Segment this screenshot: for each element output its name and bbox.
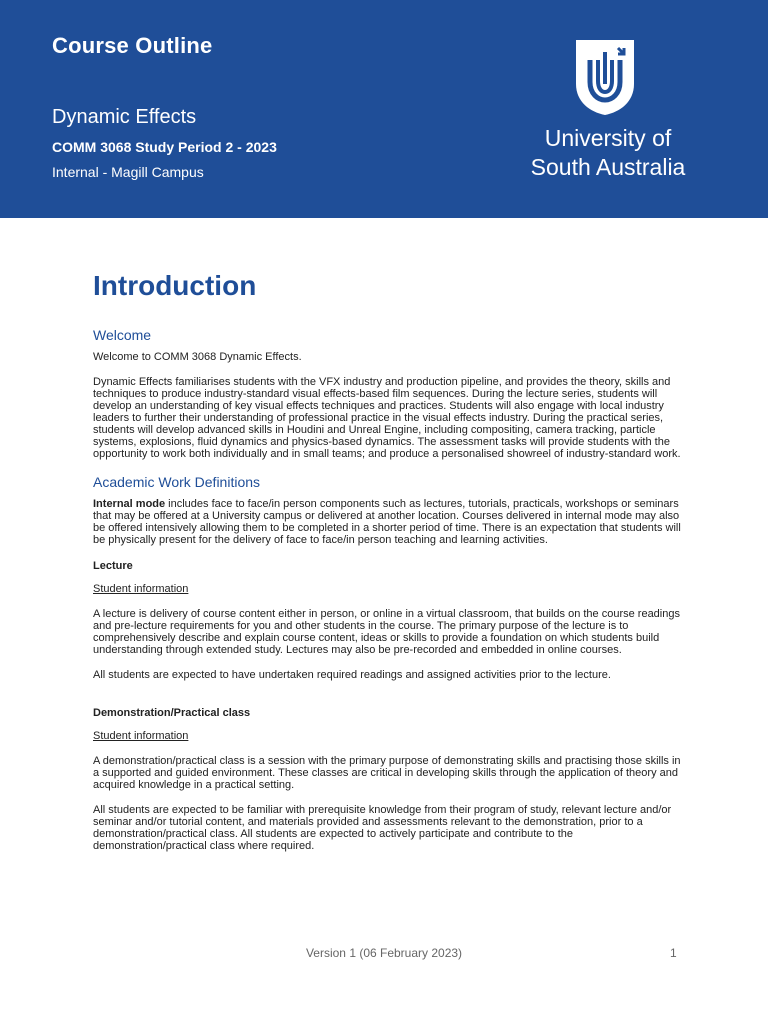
campus: Internal - Magill Campus [52,164,204,180]
practical-student-info-heading: Student information [93,730,189,742]
header-banner [0,0,768,218]
lecture-paragraph-1: A lecture is delivery of course content either in person, or online in a virtual classroom, that builds on the course readings and pre-lecture requirements for you and other students in the course. The primary purpose of the lecture is to comprehensively describe and explain course content, ideas or skills to provide a foundation on which students build understanding through extended study. Lectures may also be pre-recorded and embedded in online courses. [93,608,680,656]
definitions-heading: Academic Work Definitions [93,474,261,490]
course-description: Dynamic Effects familiarises students with the VFX industry and production pipeline, and provides the theory, skills and techniques to produce industry-standard visual effects-based film sequences. During the lecture series, students will develop an understanding of key visual effects techniques and practices. Students will also engage with local industry leaders to further their understanding of professional practice in the visual effects industry. During the practical series, students will develop advanced skills in Houdini and Unreal Engine, including compositing, camera tracking, particle systems, explosions, fluid dynamics and physics-based dynamics. The assessment tasks will provide students with the opportunity to work both individually and in small teams; and produce a personalised showreel of industry-standard work. [93,376,681,460]
lecture-student-info-heading: Student information [93,583,189,595]
footer-version: Version 1 (06 February 2023) [305,946,463,960]
internal-mode-text: includes face to face/in person components such as lectures, tutorials, practicals, workshops or seminars that may be offered at a University campus or delivered at another location. Courses delivered in internal mode may also be offered intensively allowing them to be completed in a shorter period of time. There is an expectation that students will be physically present for the delivery of face to face/in person teaching and learning activities. [93,498,681,546]
university-name-line2: South Australia [530,154,686,180]
university-name-line1: University of [544,125,672,151]
university-name [518,124,698,182]
practical-paragraph-1: A demonstration/practical class is a session with the primary purpose of demonstrating skills and practising those skills in a supported and guided environment. These classes are critical in developing skills through the application of theory and acquired knowledge in a practical setting. [93,755,681,791]
practical-paragraph-2: All students are expected to be familiar with prerequisite knowledge from their program of study, relevant lecture and/or seminar and/or tutorial content, and materials provided and assessments relevant to the demonstration, prior to a demonstration/practical class. All students are expected to actively participate and contribute to the demonstration/practical class where required. [93,804,672,852]
internal-mode-paragraph [93,498,683,546]
document-type: Course Outline [52,33,213,58]
course-code: COMM 3068 Study Period 2 - 2023 [52,139,277,155]
section-title: Introduction [93,270,257,301]
main-content [93,268,683,865]
page-number: 1 [670,946,677,960]
welcome-text: Welcome to COMM 3068 Dynamic Effects. [93,351,302,363]
internal-mode-label: Internal mode [93,498,166,510]
practical-label: Demonstration/Practical class [93,707,251,719]
welcome-heading: Welcome [93,327,152,343]
lecture-label: Lecture [93,560,133,572]
course-name: Dynamic Effects [52,106,197,128]
lecture-paragraph-2: All students are expected to have undertaken required readings and assigned activities prior to the lecture. [93,669,611,681]
university-crest-icon [574,38,636,116]
